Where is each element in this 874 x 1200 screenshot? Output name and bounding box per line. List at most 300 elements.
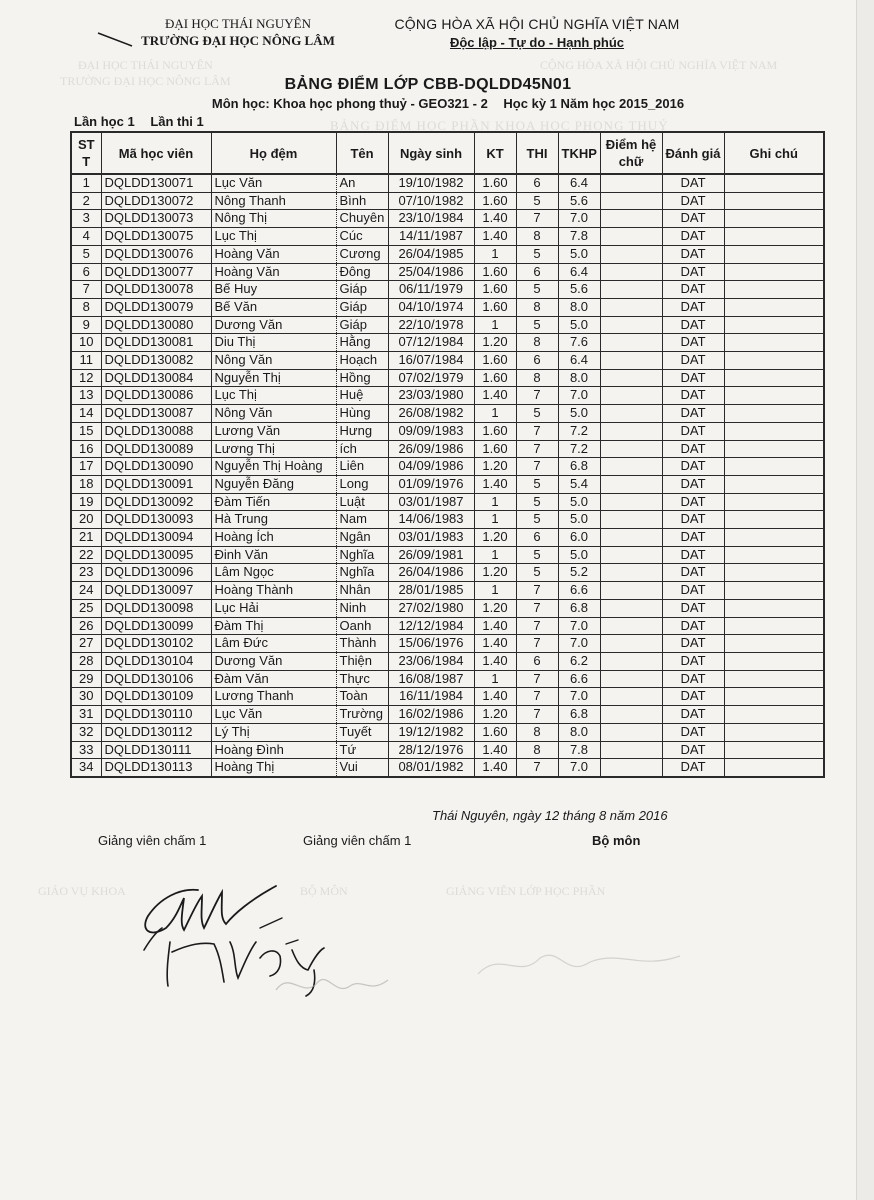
cell-stt: 3: [71, 210, 101, 228]
cell-student-id: DQLDD130075: [101, 228, 211, 246]
cell-name: Ngân: [336, 529, 388, 547]
cell-thi: 6: [516, 352, 558, 370]
cell-tkhp: 7.2: [558, 422, 600, 440]
cell-kt: 1.60: [474, 298, 516, 316]
cell-result: DAT: [662, 210, 724, 228]
cell-tkhp: 5.4: [558, 475, 600, 493]
cell-note: [724, 210, 824, 228]
table-row: [71, 617, 824, 635]
cell-stt: 17: [71, 458, 101, 476]
cell-surname: Hà Trung: [211, 511, 336, 529]
cell-kt: 1: [474, 405, 516, 423]
cell-note: [724, 405, 824, 423]
cell-note: [724, 617, 824, 635]
cell-thi: 7: [516, 670, 558, 688]
cell-note: [724, 652, 824, 670]
cell-student-id: DQLDD130087: [101, 405, 211, 423]
attempt-info: [74, 114, 216, 129]
cell-tkhp: 5.0: [558, 511, 600, 529]
cell-dob: 26/09/1986: [388, 440, 474, 458]
cell-kt: 1.40: [474, 617, 516, 635]
cell-name: Hằng: [336, 334, 388, 352]
cell-letter-grade: [600, 281, 662, 299]
cell-thi: 8: [516, 334, 558, 352]
cell-stt: 7: [71, 281, 101, 299]
page-title: BẢNG ĐIỂM LỚP CBB-DQLDD45N01: [284, 76, 572, 93]
cell-note: [724, 334, 824, 352]
col-note: Ghi chú: [724, 132, 824, 174]
cell-tkhp: 8.0: [558, 298, 600, 316]
cell-stt: 26: [71, 617, 101, 635]
cell-dob: 03/01/1987: [388, 493, 474, 511]
table-row: [71, 174, 824, 192]
cell-result: DAT: [662, 281, 724, 299]
cell-surname: Diu Thị: [211, 334, 336, 352]
cell-stt: 24: [71, 582, 101, 600]
cell-letter-grade: [600, 635, 662, 653]
cell-thi: 8: [516, 228, 558, 246]
cell-letter-grade: [600, 529, 662, 547]
cell-student-id: DQLDD130112: [101, 723, 211, 741]
cell-student-id: DQLDD130088: [101, 422, 211, 440]
cell-result: DAT: [662, 582, 724, 600]
table-row: [71, 475, 824, 493]
cell-letter-grade: [600, 458, 662, 476]
cell-result: DAT: [662, 334, 724, 352]
university-name: ĐẠI HỌC THÁI NGUYÊN: [165, 16, 311, 31]
cell-student-id: DQLDD130080: [101, 316, 211, 334]
table-row: [71, 493, 824, 511]
cell-stt: 34: [71, 759, 101, 777]
cell-stt: 13: [71, 387, 101, 405]
cell-note: [724, 564, 824, 582]
cell-tkhp: 7.0: [558, 387, 600, 405]
cell-student-id: DQLDD130073: [101, 210, 211, 228]
bleed-through-text: TRƯỜNG ĐẠI HỌC NÔNG LÂM: [60, 74, 231, 88]
cell-dob: 26/04/1986: [388, 564, 474, 582]
cell-note: [724, 475, 824, 493]
cell-tkhp: 6.4: [558, 174, 600, 192]
cell-student-id: DQLDD130072: [101, 192, 211, 210]
cell-name: Chuyên: [336, 210, 388, 228]
col-result: Đánh giá: [662, 132, 724, 174]
cell-stt: 9: [71, 316, 101, 334]
cell-tkhp: 6.4: [558, 263, 600, 281]
table-row: [71, 723, 824, 741]
cell-note: [724, 458, 824, 476]
cell-dob: 28/12/1976: [388, 741, 474, 759]
cell-kt: 1.40: [474, 688, 516, 706]
cell-tkhp: 7.0: [558, 210, 600, 228]
cell-thi: 5: [516, 493, 558, 511]
cell-stt: 33: [71, 741, 101, 759]
cell-thi: 7: [516, 582, 558, 600]
cell-letter-grade: [600, 688, 662, 706]
cell-kt: 1.60: [474, 422, 516, 440]
cell-note: [724, 245, 824, 263]
table-row: [71, 352, 824, 370]
cell-dob: 28/01/1985: [388, 582, 474, 600]
cell-surname: Nông Văn: [211, 405, 336, 423]
cell-stt: 22: [71, 546, 101, 564]
col-surname: Họ đệm: [211, 132, 336, 174]
cell-kt: 1.20: [474, 334, 516, 352]
cell-student-id: DQLDD130079: [101, 298, 211, 316]
cell-dob: 06/11/1979: [388, 281, 474, 299]
cell-tkhp: 7.0: [558, 688, 600, 706]
cell-stt: 5: [71, 245, 101, 263]
cell-kt: 1.60: [474, 723, 516, 741]
cell-dob: 15/06/1976: [388, 635, 474, 653]
cell-surname: Hoàng Thành: [211, 582, 336, 600]
cell-result: DAT: [662, 298, 724, 316]
cell-dob: 23/06/1984: [388, 652, 474, 670]
cell-surname: Lục Văn: [211, 706, 336, 724]
department-label: Bộ môn: [592, 833, 641, 848]
col-stt: ST T: [71, 132, 101, 174]
cell-kt: 1.20: [474, 599, 516, 617]
handwritten-mark: [96, 30, 136, 50]
cell-result: DAT: [662, 741, 724, 759]
cell-thi: 7: [516, 635, 558, 653]
cell-surname: Đàm Văn: [211, 670, 336, 688]
cell-surname: Dương Văn: [211, 316, 336, 334]
cell-dob: 07/02/1979: [388, 369, 474, 387]
cell-letter-grade: [600, 475, 662, 493]
cell-letter-grade: [600, 298, 662, 316]
cell-student-id: DQLDD130077: [101, 263, 211, 281]
republic-name: CỘNG HÒA XÃ HỘI CHỦ NGHĨA VIỆT NAM: [394, 16, 680, 32]
cell-note: [724, 511, 824, 529]
cell-surname: Đinh Văn: [211, 546, 336, 564]
table-row: [71, 440, 824, 458]
cell-tkhp: 6.4: [558, 352, 600, 370]
cell-student-id: DQLDD130109: [101, 688, 211, 706]
cell-result: DAT: [662, 352, 724, 370]
table-row: [71, 245, 824, 263]
cell-kt: 1.60: [474, 192, 516, 210]
cell-name: Huệ: [336, 387, 388, 405]
cell-kt: 1.60: [474, 281, 516, 299]
cell-result: DAT: [662, 475, 724, 493]
cell-note: [724, 529, 824, 547]
cell-tkhp: 6.2: [558, 652, 600, 670]
cell-thi: 7: [516, 617, 558, 635]
cell-note: [724, 369, 824, 387]
cell-stt: 29: [71, 670, 101, 688]
cell-thi: 5: [516, 546, 558, 564]
cell-surname: Nông Thanh: [211, 192, 336, 210]
cell-tkhp: 7.0: [558, 759, 600, 777]
cell-stt: 15: [71, 422, 101, 440]
cell-kt: 1.20: [474, 529, 516, 547]
cell-tkhp: 7.2: [558, 440, 600, 458]
bleed-through-text: CỘNG HÒA XÃ HỘI CHỦ NGHĨA VIỆT NAM: [540, 58, 778, 72]
cell-name: Hưng: [336, 422, 388, 440]
cell-name: Toàn: [336, 688, 388, 706]
cell-thi: 5: [516, 192, 558, 210]
cell-stt: 21: [71, 529, 101, 547]
cell-dob: 16/02/1986: [388, 706, 474, 724]
cell-stt: 11: [71, 352, 101, 370]
cell-name: Nhân: [336, 582, 388, 600]
cell-dob: 16/08/1987: [388, 670, 474, 688]
cell-note: [724, 599, 824, 617]
cell-thi: 5: [516, 405, 558, 423]
cell-note: [724, 759, 824, 777]
col-letter-grade: Điểm hệ chữ: [600, 132, 662, 174]
cell-note: [724, 352, 824, 370]
cell-tkhp: 6.0: [558, 529, 600, 547]
cell-result: DAT: [662, 635, 724, 653]
cell-result: DAT: [662, 529, 724, 547]
cell-tkhp: 6.8: [558, 706, 600, 724]
cell-dob: 07/12/1984: [388, 334, 474, 352]
table-row: [71, 387, 824, 405]
cell-name: Cúc: [336, 228, 388, 246]
cell-result: DAT: [662, 174, 724, 192]
cell-kt: 1.40: [474, 228, 516, 246]
cell-surname: Hoàng Văn: [211, 245, 336, 263]
cell-result: DAT: [662, 405, 724, 423]
cell-tkhp: 8.0: [558, 723, 600, 741]
cell-thi: 5: [516, 475, 558, 493]
cell-stt: 14: [71, 405, 101, 423]
cell-name: Nghĩa: [336, 564, 388, 582]
cell-stt: 4: [71, 228, 101, 246]
cell-stt: 32: [71, 723, 101, 741]
cell-note: [724, 263, 824, 281]
cell-stt: 8: [71, 298, 101, 316]
cell-letter-grade: [600, 759, 662, 777]
cell-surname: Lục Văn: [211, 174, 336, 192]
cell-tkhp: 5.6: [558, 192, 600, 210]
cell-stt: 18: [71, 475, 101, 493]
cell-surname: Đàm Tiến: [211, 493, 336, 511]
cell-dob: 04/09/1986: [388, 458, 474, 476]
cell-note: [724, 387, 824, 405]
col-thi: THI: [516, 132, 558, 174]
cell-dob: 23/10/1984: [388, 210, 474, 228]
cell-dob: 03/01/1983: [388, 529, 474, 547]
cell-note: [724, 546, 824, 564]
cell-stt: 23: [71, 564, 101, 582]
national-header: [372, 16, 702, 50]
exam-attempt: Lần thi 1: [150, 114, 204, 129]
cell-dob: 09/09/1983: [388, 422, 474, 440]
cell-surname: Bế Huy: [211, 281, 336, 299]
cell-name: Cương: [336, 245, 388, 263]
cell-letter-grade: [600, 245, 662, 263]
cell-stt: 10: [71, 334, 101, 352]
cell-letter-grade: [600, 210, 662, 228]
cell-tkhp: 6.8: [558, 458, 600, 476]
cell-surname: Lục Thị: [211, 387, 336, 405]
cell-thi: 8: [516, 741, 558, 759]
cell-thi: 7: [516, 440, 558, 458]
cell-result: DAT: [662, 617, 724, 635]
cell-dob: 26/08/1982: [388, 405, 474, 423]
table-row: [71, 688, 824, 706]
cell-student-id: DQLDD130089: [101, 440, 211, 458]
cell-name: Trường: [336, 706, 388, 724]
table-row: [71, 635, 824, 653]
cell-name: Hoạch: [336, 352, 388, 370]
cell-name: Giáp: [336, 316, 388, 334]
cell-student-id: DQLDD130084: [101, 369, 211, 387]
cell-note: [724, 174, 824, 192]
cell-note: [724, 741, 824, 759]
cell-name: Oanh: [336, 617, 388, 635]
cell-student-id: DQLDD130098: [101, 599, 211, 617]
cell-note: [724, 688, 824, 706]
cell-letter-grade: [600, 582, 662, 600]
cell-student-id: DQLDD130093: [101, 511, 211, 529]
cell-student-id: DQLDD130086: [101, 387, 211, 405]
table-row: [71, 281, 824, 299]
cell-dob: 04/10/1974: [388, 298, 474, 316]
table-row: [71, 529, 824, 547]
cell-result: DAT: [662, 228, 724, 246]
cell-dob: 07/10/1982: [388, 192, 474, 210]
col-name: Tên: [336, 132, 388, 174]
cell-surname: Dương Văn: [211, 652, 336, 670]
cell-dob: 14/11/1987: [388, 228, 474, 246]
table-row: [71, 670, 824, 688]
cell-surname: Lục Hải: [211, 599, 336, 617]
cell-result: DAT: [662, 387, 724, 405]
cell-result: DAT: [662, 458, 724, 476]
cell-tkhp: 5.0: [558, 493, 600, 511]
place-date: Thái Nguyên, ngày 12 tháng 8 năm 2016: [432, 808, 668, 823]
cell-result: DAT: [662, 440, 724, 458]
cell-note: [724, 422, 824, 440]
cell-student-id: DQLDD130099: [101, 617, 211, 635]
cell-surname: Lục Thị: [211, 228, 336, 246]
cell-kt: 1.20: [474, 564, 516, 582]
cell-note: [724, 281, 824, 299]
cell-dob: 26/04/1985: [388, 245, 474, 263]
cell-name: Nam: [336, 511, 388, 529]
cell-dob: 19/10/1982: [388, 174, 474, 192]
cell-dob: 16/11/1984: [388, 688, 474, 706]
cell-surname: Lương Văn: [211, 422, 336, 440]
cell-result: DAT: [662, 316, 724, 334]
table-row: [71, 511, 824, 529]
cell-result: DAT: [662, 564, 724, 582]
cell-student-id: DQLDD130094: [101, 529, 211, 547]
table-header-row: [71, 132, 824, 174]
cell-letter-grade: [600, 706, 662, 724]
cell-dob: 01/09/1976: [388, 475, 474, 493]
subject: Môn học: Khoa học phong thuỷ - GEO321 - 2: [211, 96, 488, 111]
cell-kt: 1.40: [474, 387, 516, 405]
bleed-through-text: ĐẠI HỌC THÁI NGUYÊN: [78, 58, 213, 72]
cell-letter-grade: [600, 652, 662, 670]
cell-student-id: DQLDD130102: [101, 635, 211, 653]
cell-note: [724, 635, 824, 653]
table-row: [71, 334, 824, 352]
cell-tkhp: 7.6: [558, 334, 600, 352]
cell-note: [724, 316, 824, 334]
cell-student-id: DQLDD130078: [101, 281, 211, 299]
cell-surname: Lương Thanh: [211, 688, 336, 706]
cell-dob: 25/04/1986: [388, 263, 474, 281]
cell-surname: Hoàng Thị: [211, 759, 336, 777]
cell-tkhp: 5.0: [558, 405, 600, 423]
cell-note: [724, 493, 824, 511]
cell-stt: 2: [71, 192, 101, 210]
cell-thi: 7: [516, 688, 558, 706]
cell-name: Nghĩa: [336, 546, 388, 564]
cell-note: [724, 723, 824, 741]
cell-student-id: DQLDD130111: [101, 741, 211, 759]
table-row: [71, 263, 824, 281]
cell-name: Thiện: [336, 652, 388, 670]
cell-thi: 8: [516, 723, 558, 741]
cell-student-id: DQLDD130082: [101, 352, 211, 370]
table-row: [71, 210, 824, 228]
cell-note: [724, 440, 824, 458]
cell-student-id: DQLDD130113: [101, 759, 211, 777]
cell-letter-grade: [600, 352, 662, 370]
cell-kt: 1.20: [474, 458, 516, 476]
cell-surname: Nguyễn Thị: [211, 369, 336, 387]
study-attempt: Lần học 1: [74, 114, 135, 129]
cell-surname: Nguyễn Đăng: [211, 475, 336, 493]
cell-stt: 28: [71, 652, 101, 670]
cell-student-id: DQLDD130092: [101, 493, 211, 511]
cell-kt: 1.40: [474, 652, 516, 670]
motto: Độc lập - Tự do - Hạnh phúc: [449, 35, 625, 50]
cell-thi: 5: [516, 564, 558, 582]
table-row: [71, 316, 824, 334]
col-tkhp: TKHP: [558, 132, 600, 174]
table-row: [71, 599, 824, 617]
cell-kt: 1: [474, 245, 516, 263]
cell-kt: 1: [474, 493, 516, 511]
cell-dob: 23/03/1980: [388, 387, 474, 405]
cell-result: DAT: [662, 546, 724, 564]
cell-note: [724, 582, 824, 600]
cell-thi: 6: [516, 652, 558, 670]
cell-name: Liên: [336, 458, 388, 476]
cell-dob: 16/07/1984: [388, 352, 474, 370]
institution-header: [118, 16, 358, 49]
cell-tkhp: 5.0: [558, 316, 600, 334]
table-row: [71, 564, 824, 582]
cell-thi: 7: [516, 759, 558, 777]
cell-student-id: DQLDD130090: [101, 458, 211, 476]
cell-surname: Lý Thị: [211, 723, 336, 741]
table-row: [71, 298, 824, 316]
col-dob: Ngày sinh: [388, 132, 474, 174]
cell-tkhp: 5.2: [558, 564, 600, 582]
cell-result: DAT: [662, 422, 724, 440]
table-row: [71, 369, 824, 387]
cell-result: DAT: [662, 192, 724, 210]
bleed-through-text: GIÁO VỤ KHOA: [38, 884, 126, 898]
cell-dob: 27/02/1980: [388, 599, 474, 617]
table-row: [71, 546, 824, 564]
cell-tkhp: 6.8: [558, 599, 600, 617]
cell-thi: 5: [516, 511, 558, 529]
cell-letter-grade: [600, 316, 662, 334]
cell-stt: 25: [71, 599, 101, 617]
cell-kt: 1.60: [474, 352, 516, 370]
cell-tkhp: 7.8: [558, 741, 600, 759]
cell-thi: 7: [516, 706, 558, 724]
